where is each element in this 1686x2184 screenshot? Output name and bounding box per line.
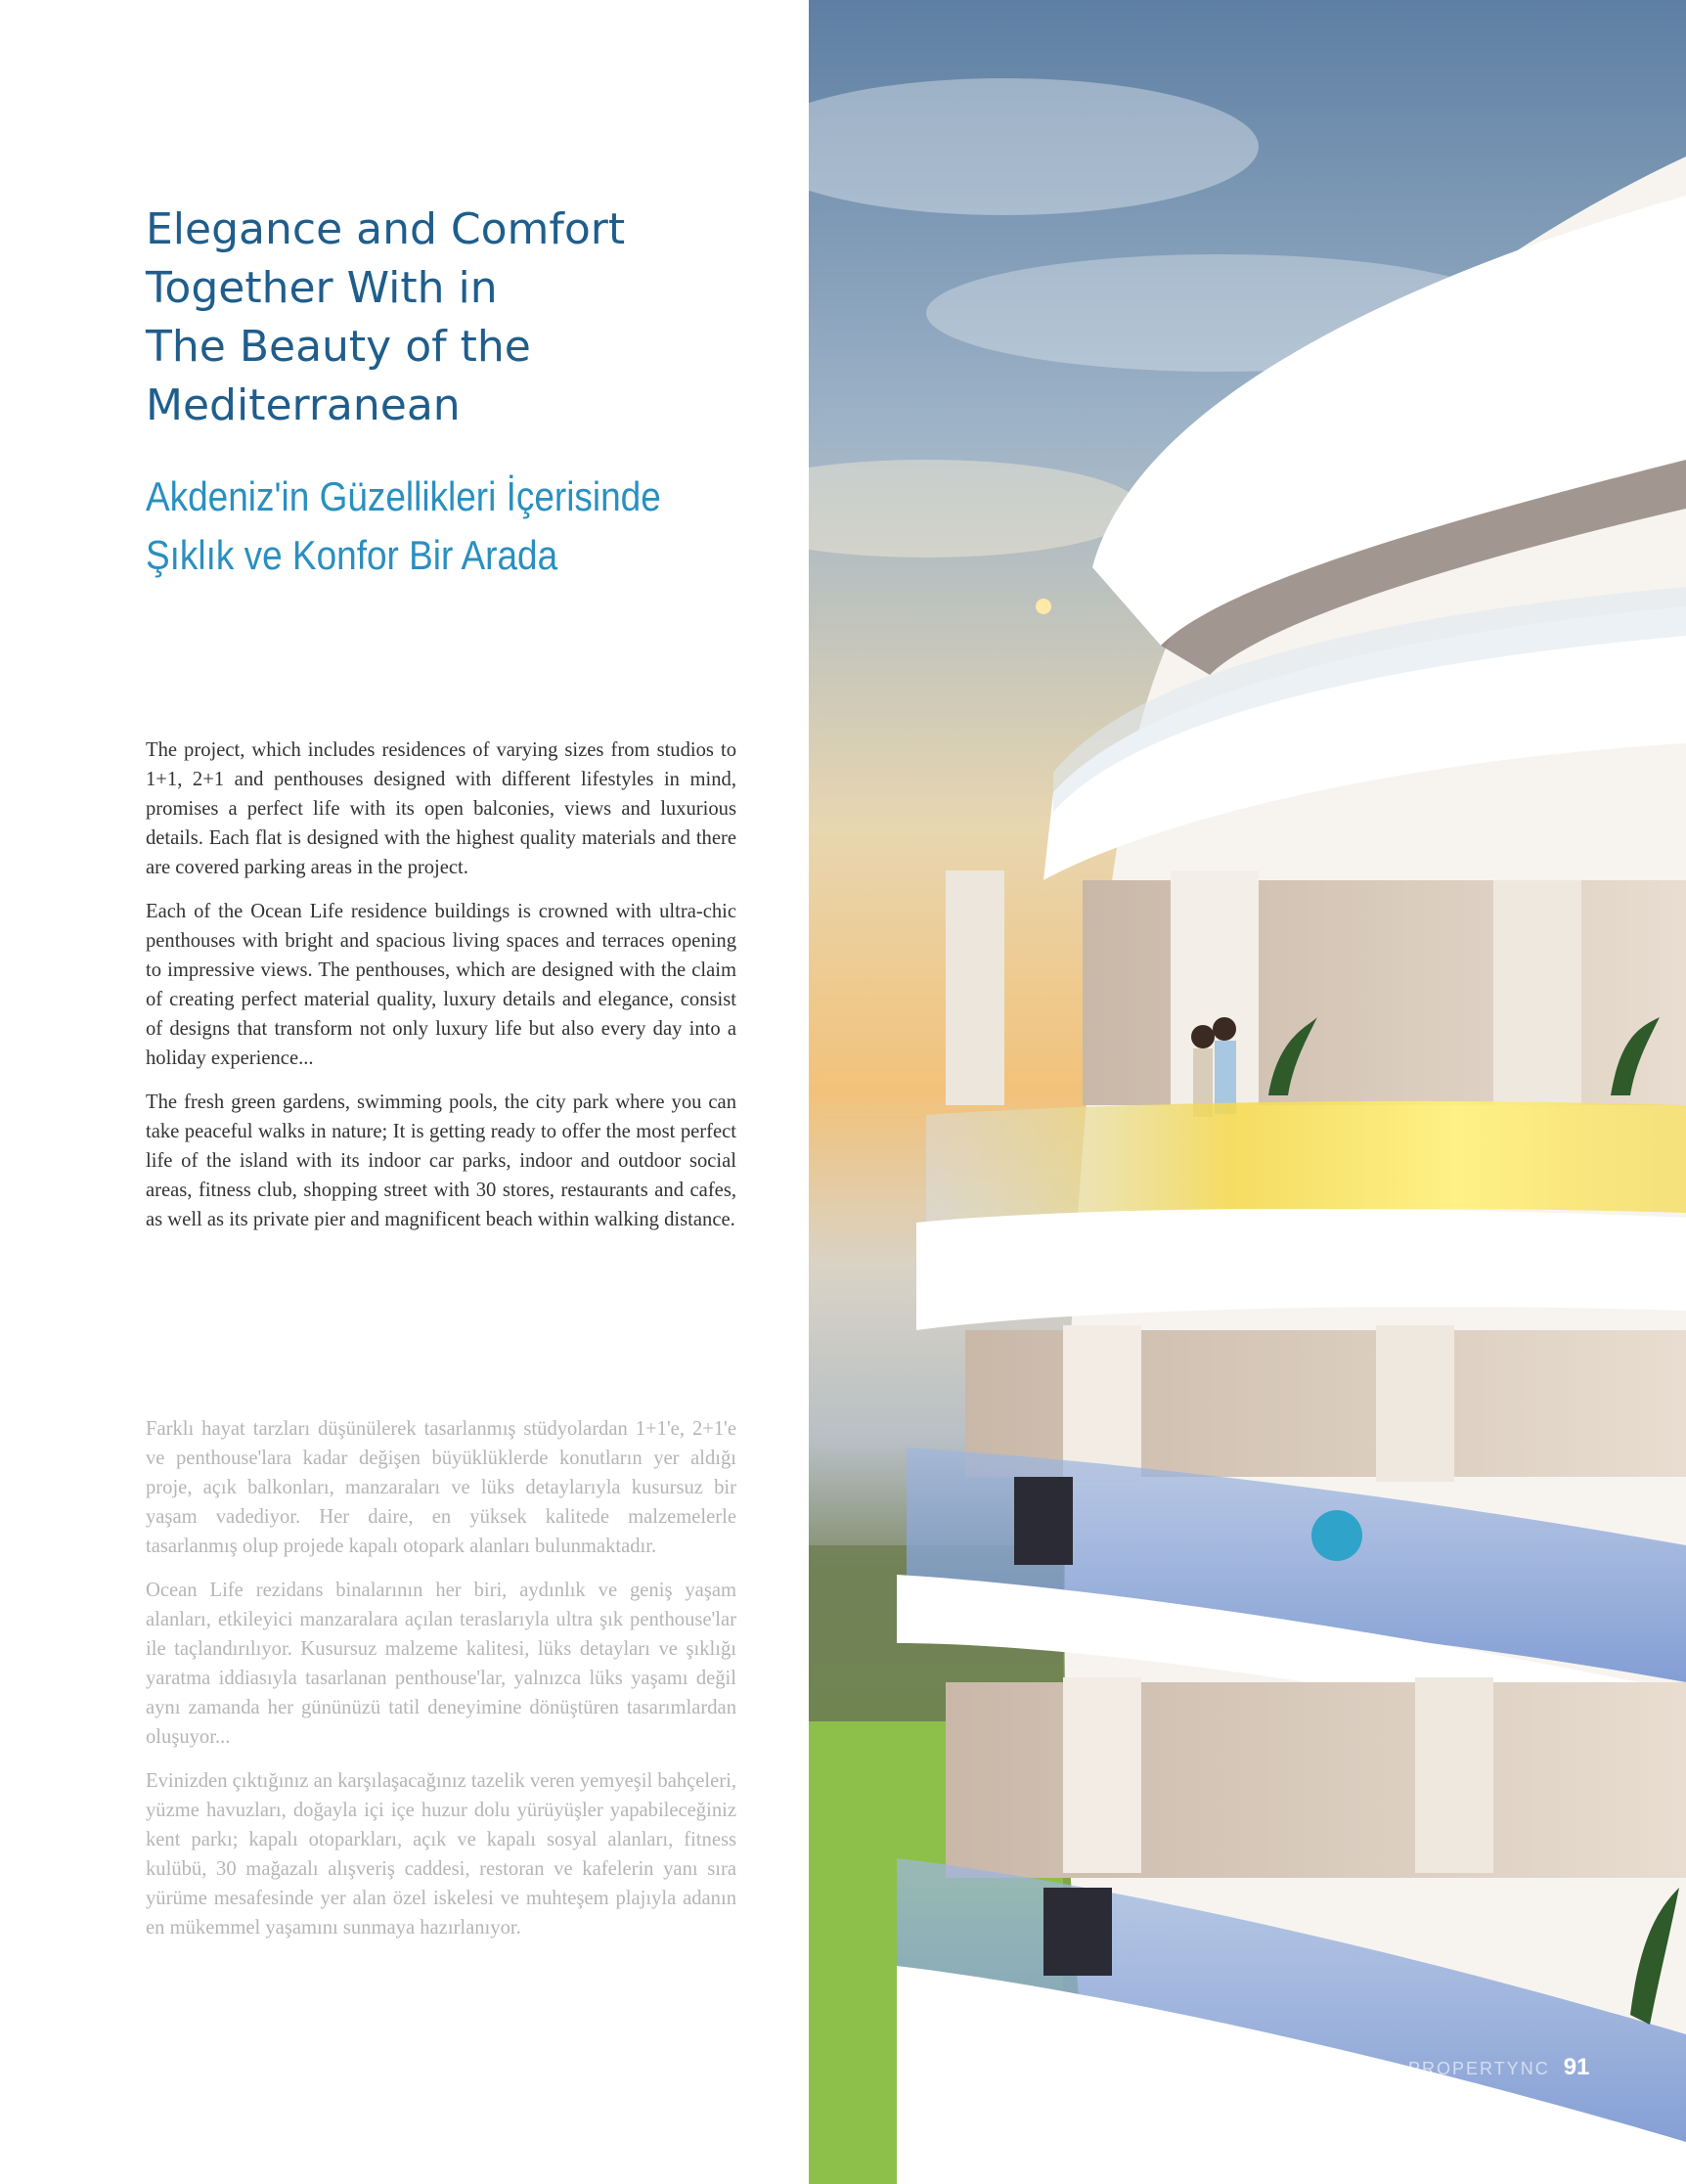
chair [1043,1888,1112,1976]
building-photo [809,0,1686,2184]
tower-illustration [809,0,1686,2184]
heading-english-line: Together With in [146,263,498,313]
paragraph-turkish: Ocean Life rezidans binalarının her biri, aydınlık ve geniş yaşam alanları, etkileyici manzaralara açılan teraslarıyla ultra şık penthouse'lar ile taçlandırılıyor. Kusursuz malzeme kalitesi, lüks detayları ve şıklığı yaratma iddiasıyla tasarlanan penthouse'lar, yalnızca lüks yaşamı değil aynı zamanda her gününüzü tatil deneyimine dönüştüren tasarımlardan oluşuyor... [146,1580,736,1748]
heading-english-line: Mediterranean [146,380,461,430]
footer-brand: PROPERTYNC [1408,2059,1550,2078]
heading-english-line: The Beauty of the [146,322,531,372]
heading-turkish-line: Akdeniz'in Güzellikleri İçerisinde [146,473,661,519]
heading-turkish-line: Şıklık ve Konfor Bir Arada [146,532,558,578]
page-number: 91 [1563,2054,1590,2080]
column [1376,1325,1454,1482]
heading-english-line: Elegance and Comfort [146,204,626,254]
page-footer [1408,2054,1589,2081]
paragraph-turkish: Evinizden çıktığınız an karşılaşacağınız tazelik veren yemyeşil bahçeleri, yüzme havuzları, doğayla içi içe huzur dolu yürüyüşler yapabileceğiniz kent parkı; kapalı otoparkları, açık ve kapalı sosyal alanları, fitness kulübü, 30 mağazalı alışveriş caddesi, restoran ve kafelerin yanı sıra yürüme mesafesinde yer alan özel iskelesi ve muhteşem plajıyla adanın en mükemmel yaşamını sunmaya hazırlanıyor. [146,1770,736,1939]
paragraph-turkish: Farklı hayat tarzları düşünülerek tasarlanmış stüdyolardan 1+1'e, 2+1'e ve penthouse'lara kadar değişen büyüklüklerde konutların yer aldığı proje, açık balkonları, manzaraları ve lüks detaylarıyla kusursuz bir yaşam vadediyor. Her daire, en yüksek kalitede malzemelerle tasarlanmış olup projede kapalı otopark alanları bulunmaktadır. [146,1418,736,1557]
paragraph-english: Each of the Ocean Life residence buildings is crowned with ultra-chic penthouses with bright and spacious living spaces and terraces opening to impressive views. The penthouses, which are designed with the claim of creating perfect material quality, luxury details and elegance, consist of designs that transform not only luxury life but also every day into a holiday experience... [146,901,736,1069]
chair [1311,1510,1362,1561]
column [1063,1325,1141,1482]
person-head [1213,1017,1236,1041]
heading-english [146,201,752,435]
person-head [1191,1025,1215,1048]
chair [1014,1477,1073,1565]
body-turkish [146,1414,736,1957]
heading-turkish [146,468,696,585]
balcony-interior [946,1682,1686,1878]
column [1493,880,1581,1105]
ceiling-light [1036,599,1051,614]
column [946,870,1004,1105]
paragraph-english: The fresh green gardens, swimming pools, the city park where you can take peaceful walks in nature; It is getting ready to offer the most perfect life of the island with its indoor car parks, indoor and outdoor social areas, fitness club, shopping street with 30 stores, restaurants and cafes, as well as its private pier and magnificent beach within walking distance. [146,1092,736,1230]
paragraph-english: The project, which includes residences of varying sizes from studios to 1+1, 2+1 and penthouses designed with different lifestyles in mind, promises a perfect life with its open balconies, views and luxurious details. Each flat is designed with the highest quality materials and there are covered parking areas in the project. [146,739,736,878]
text-column [0,0,809,2184]
body-english [146,735,736,1249]
column [1415,1677,1493,1873]
column [1063,1677,1141,1873]
